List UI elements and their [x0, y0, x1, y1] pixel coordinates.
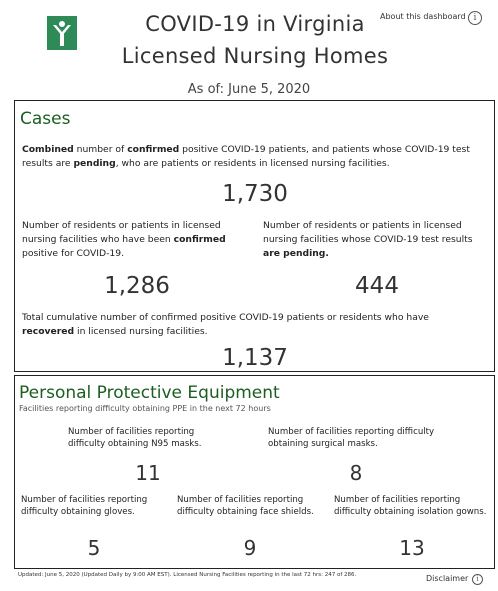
- confirmed-desc-bold: confirmed: [173, 234, 226, 245]
- recovered-desc-text: Total cumulative number of confirmed positive COVID-19 patients or residents who have: [22, 312, 429, 323]
- disclaimer-link[interactable]: [426, 574, 468, 583]
- recovered-value: 1,137: [222, 345, 288, 371]
- combined-desc-bold: Combined: [22, 144, 74, 155]
- pending-desc-text: Number of residents or patients in licensed nursing facilities whose COVID-19 test results: [263, 220, 473, 245]
- ppe-gowns-value: 13: [399, 536, 425, 560]
- about-dashboard-label: About this dashboard: [380, 12, 466, 21]
- pending-value: 444: [355, 273, 399, 299]
- about-info-icon[interactable]: i: [468, 11, 482, 25]
- combined-desc-confirmed: confirmed: [127, 144, 180, 155]
- logo-figure-icon: [47, 16, 77, 50]
- ppe-gloves-label: Number of facilities reporting difficulty obtaining gloves.: [21, 495, 148, 517]
- ppe-subtitle: Facilities reporting difficulty obtaining PPE in the next 72 hours: [19, 404, 271, 413]
- combined-desc-text: number of: [73, 144, 128, 155]
- ppe-gloves-value: 5: [87, 536, 101, 560]
- combined-value: 1,730: [222, 181, 288, 207]
- disclaimer-label: Disclaimer: [426, 574, 469, 583]
- ppe-surgical-value: 8: [349, 461, 363, 485]
- updated-footer: Updated: June 5, 2020 (Updated Daily by 9:00 AM EST). Licensed Nursing Facilities reporting in the last 72 hrs: 247 of 286.: [18, 572, 357, 578]
- page-title-line1: COVID-19 in Virginia: [145, 12, 365, 36]
- confirmed-desc-text: Number of residents or patients in licensed nursing facilities who have been: [22, 220, 221, 245]
- confirmed-desc-text2: positive for COVID-19.: [22, 248, 124, 259]
- combined-description: [22, 143, 482, 171]
- ppe-face-shields-value: 9: [243, 536, 257, 560]
- pending-desc-bold: are pending.: [263, 248, 329, 259]
- as-of-date: As of: June 5, 2020: [187, 82, 311, 97]
- ppe-panel: [14, 375, 495, 569]
- confirmed-description: [22, 219, 242, 261]
- ppe-surgical-label: Number of facilities reporting difficulty obtaining surgical masks.: [268, 427, 435, 449]
- combined-desc-text3: , who are patients or residents in licensed nursing facilities.: [115, 158, 390, 169]
- about-dashboard-link[interactable]: [380, 12, 466, 21]
- ppe-face-shields-label: Number of facilities reporting difficulty obtaining face shields.: [177, 495, 314, 517]
- recovered-description: [22, 311, 482, 339]
- pending-description: [263, 219, 488, 261]
- cases-panel: [14, 100, 495, 372]
- confirmed-value: 1,286: [104, 273, 170, 299]
- cases-title: Cases: [20, 109, 71, 129]
- combined-desc-text2: positive COVID-19 patients, and patients whose COVID-19 test results are: [22, 144, 470, 169]
- vdh-logo: [47, 16, 77, 50]
- ppe-n95-label: Number of facilities reporting difficulty obtaining N95 masks.: [68, 427, 202, 449]
- recovered-desc-bold: recovered: [22, 326, 75, 337]
- recovered-desc-text2: in licensed nursing facilities.: [74, 326, 208, 337]
- ppe-gowns-label: Number of facilities reporting difficulty obtaining isolation gowns.: [334, 495, 487, 517]
- ppe-n95-value: 11: [135, 461, 161, 485]
- combined-desc-pending: pending: [73, 158, 116, 169]
- ppe-title: Personal Protective Equipment: [19, 383, 280, 403]
- disclaimer-info-icon[interactable]: i: [472, 574, 483, 585]
- page-title-line2: Licensed Nursing Homes: [121, 44, 389, 68]
